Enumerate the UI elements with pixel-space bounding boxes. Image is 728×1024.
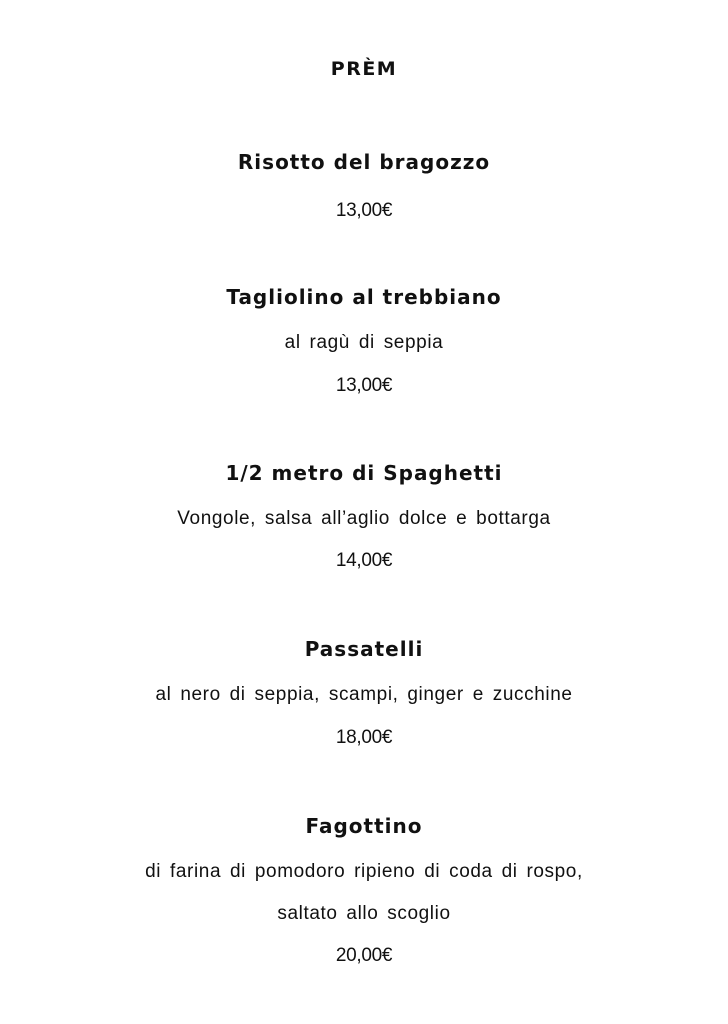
dish-name: Risotto del bragozzo <box>237 150 491 174</box>
dish-description-line-2: saltato allo scoglio <box>277 903 451 924</box>
dish-price: 18,00€ <box>335 727 393 748</box>
dish-description: Vongole, salsa all’aglio dolce e bottarga <box>177 508 551 529</box>
dish-name: Tagliolino al trebbiano <box>226 285 502 309</box>
dish-description: al ragù di seppia <box>284 332 444 353</box>
dish-description: al nero di seppia, scampi, ginger e zucchine <box>155 684 573 705</box>
dish-name: Passatelli <box>304 637 424 661</box>
dish-name: 1/2 metro di Spaghetti <box>225 461 503 485</box>
dish-price: 13,00€ <box>335 375 393 396</box>
dish-price: 14,00€ <box>335 550 393 571</box>
dish-name: Fagottino <box>305 814 423 838</box>
dish-price: 20,00€ <box>335 945 393 966</box>
section-title: PRÈM <box>330 58 398 80</box>
dish-description-line-1: di farina di pomodoro ripieno di coda di rospo, <box>145 861 583 882</box>
dish-price: 13,00€ <box>335 200 393 221</box>
